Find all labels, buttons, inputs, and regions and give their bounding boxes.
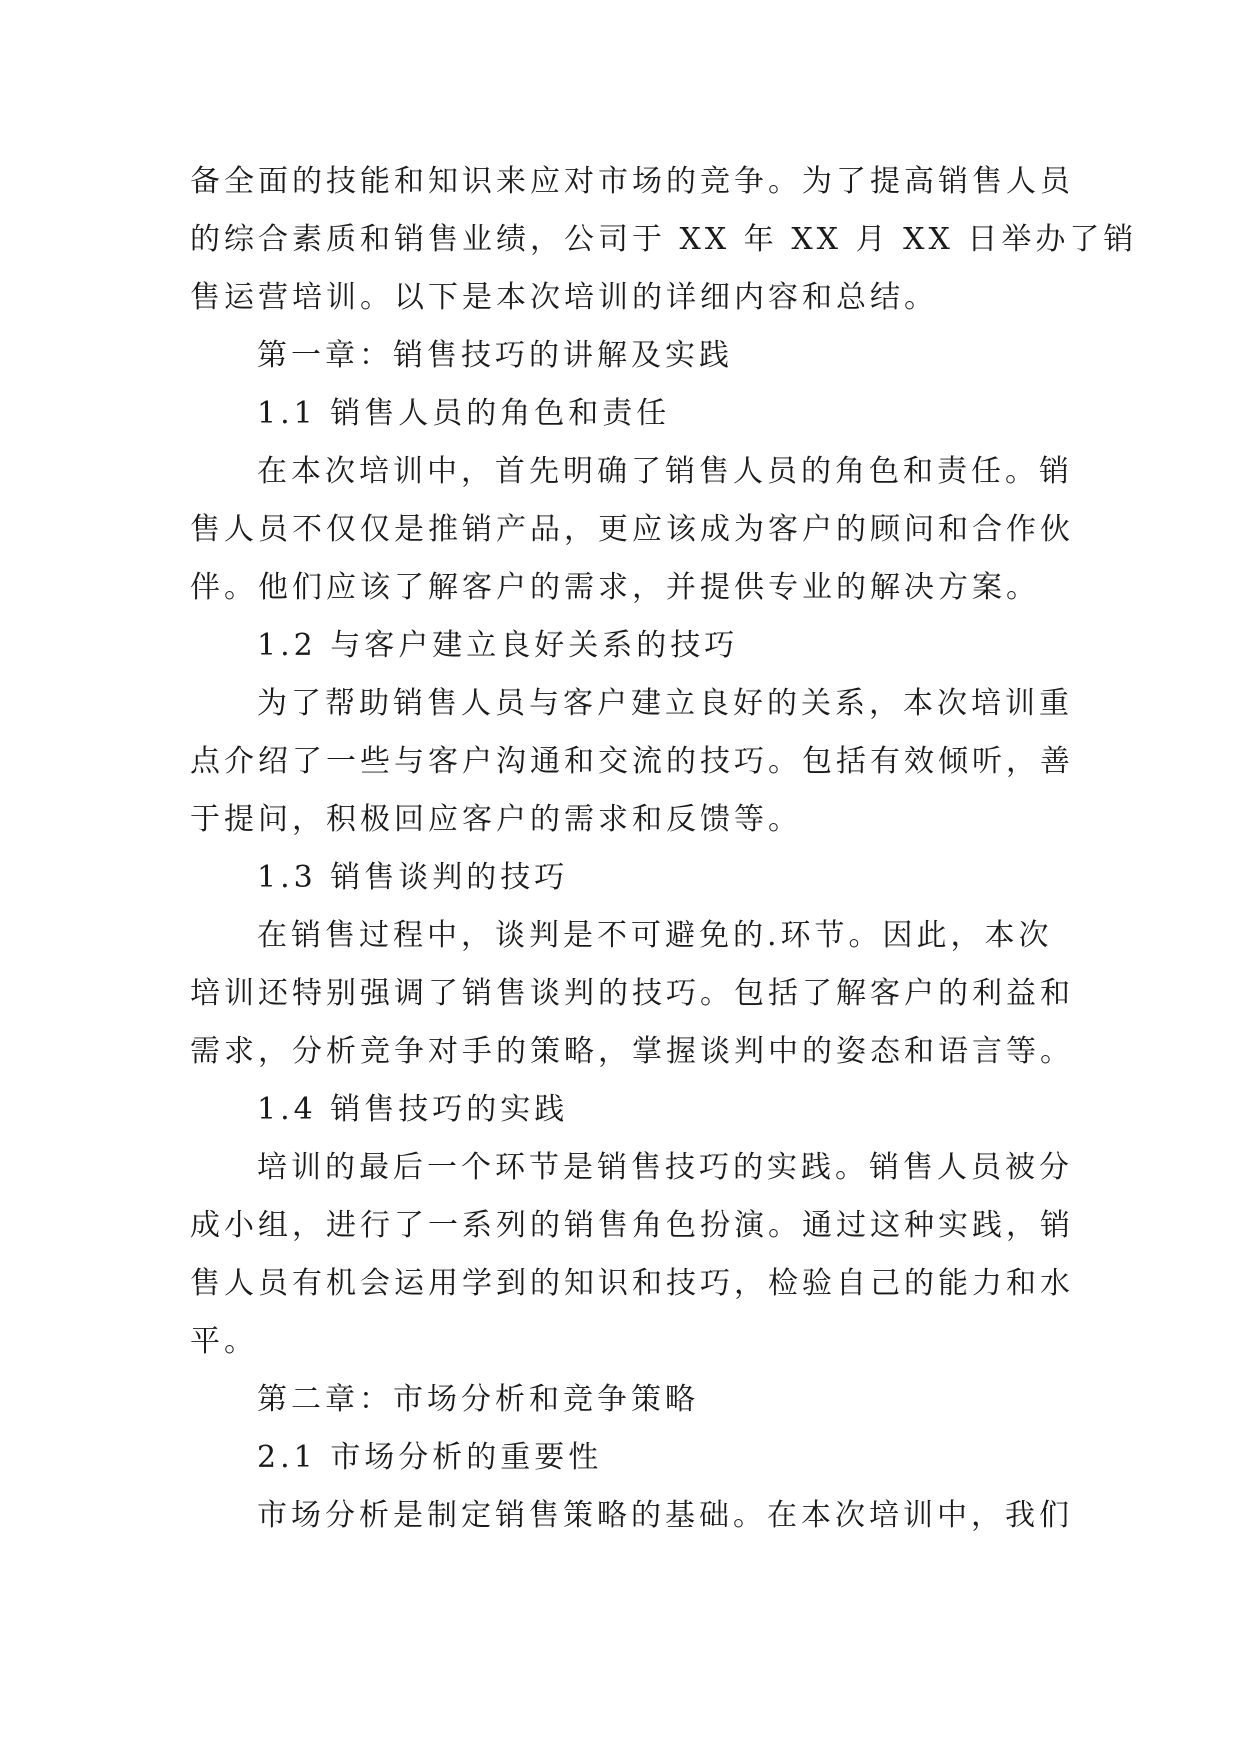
section-heading: 1.4 销售技巧的实践 xyxy=(257,1092,569,1127)
section-heading: 1.3 销售谈判的技巧 xyxy=(257,860,569,895)
paragraph-line: 市场分析是制定销售策略的基础。在本次培训中，我们 xyxy=(257,1498,1073,1533)
paragraph-line: 售人员不仅仅是推销产品，更应该成为客户的顾问和合作伙 xyxy=(190,512,1074,547)
chapter-heading: 第二章：市场分析和竞争策略 xyxy=(257,1382,699,1417)
paragraph-line: 在销售过程中，谈判是不可避免的.环节。因此，本次 xyxy=(257,918,1053,953)
paragraph-line: 售运营培训。以下是本次培训的详细内容和总结。 xyxy=(190,280,938,315)
section-heading: 1.1 销售人员的角色和责任 xyxy=(257,396,671,431)
paragraph-line: 备全面的技能和知识来应对市场的竞争。为了提高销售人员 xyxy=(190,164,1074,199)
paragraph-line: 售人员有机会运用学到的知识和技巧，检验自己的能力和水 xyxy=(190,1266,1074,1301)
paragraph-line: 于提问，积极回应客户的需求和反馈等。 xyxy=(190,802,802,837)
paragraph-line: 成小组，进行了一系列的销售角色扮演。通过这种实践，销 xyxy=(190,1208,1074,1243)
paragraph-line: 的综合素质和销售业绩，公司于 XX 年 XX 月 XX 日举办了销 xyxy=(190,222,1138,257)
paragraph-line: 需求，分析竞争对手的策略，掌握谈判中的姿态和语言等。 xyxy=(190,1034,1074,1069)
paragraph-line: 点介绍了一些与客户沟通和交流的技巧。包括有效倾听，善 xyxy=(190,744,1074,779)
paragraph-line: 平。 xyxy=(190,1324,258,1359)
section-heading: 2.1 市场分析的重要性 xyxy=(257,1440,603,1475)
paragraph-line: 在本次培训中，首先明确了销售人员的角色和责任。销 xyxy=(257,454,1073,489)
section-heading: 1.2 与客户建立良好关系的技巧 xyxy=(257,628,739,663)
document-body xyxy=(190,153,1138,1545)
paragraph-line: 为了帮助销售人员与客户建立良好的关系，本次培训重 xyxy=(257,686,1073,721)
chapter-heading: 第一章：销售技巧的讲解及实践 xyxy=(257,338,733,373)
paragraph-line: 伴。他们应该了解客户的需求，并提供专业的解决方案。 xyxy=(190,570,1040,605)
paragraph-line: 培训还特别强调了销售谈判的技巧。包括了解客户的利益和 xyxy=(190,976,1074,1011)
paragraph-line: 培训的最后一个环节是销售技巧的实践。销售人员被分 xyxy=(257,1150,1073,1185)
